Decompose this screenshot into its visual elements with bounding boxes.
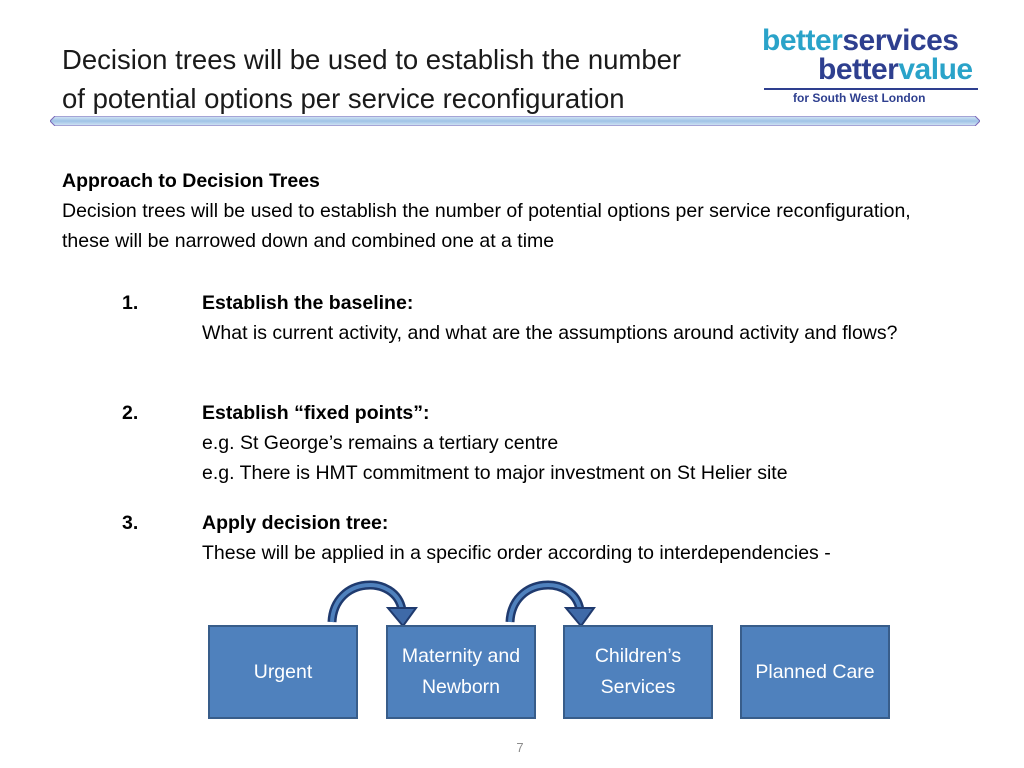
step-content [202, 288, 962, 348]
better-services-better-value-logo [762, 24, 984, 114]
logo-word-better-2: better [818, 53, 899, 86]
service-box-childrens-services: Children’s Services [563, 625, 713, 719]
logo-word-services: services [842, 24, 959, 57]
service-box-maternity-newborn: Maternity and Newborn [386, 625, 536, 719]
logo-word-value: value [898, 53, 973, 86]
step-line: What is current activity, and what are the assumptions around activity and flows? [202, 322, 898, 344]
logo-word-better: better [762, 24, 843, 57]
service-box-urgent: Urgent [208, 625, 358, 719]
curved-arrow-icon [332, 585, 416, 626]
service-order-diagram [0, 570, 1024, 730]
intro-section [62, 166, 962, 256]
step-content [202, 398, 962, 488]
step-line: e.g. St George’s remains a tertiary centre [202, 432, 559, 454]
step-label: Apply decision tree: [202, 512, 389, 534]
step-number: 2. [122, 402, 139, 424]
intro-body: Decision trees will be used to establish the number of potential options per service reconfiguration, these will be narrowed down and combined one at a time [62, 200, 911, 252]
slide-title [62, 40, 782, 118]
title-divider [50, 116, 980, 126]
step-content [202, 508, 962, 568]
step-line: These will be applied in a specific order according to interdependencies - [202, 542, 831, 564]
step-label: Establish the baseline: [202, 292, 414, 314]
step-label: Establish “fixed points”: [202, 402, 430, 424]
logo-rule [764, 88, 978, 90]
slide-title-line-2: of potential options per service reconfiguration [62, 83, 625, 114]
step-line: e.g. There is HMT commitment to major investment on St Helier site [202, 462, 788, 484]
curved-arrow-icon [510, 585, 594, 626]
slide-title-line-1: Decision trees will be used to establish the number [62, 44, 682, 75]
page-number: 7 [516, 740, 524, 755]
step-number: 3. [122, 512, 139, 534]
logo-tagline: for South West London [793, 91, 926, 105]
logo-line-2 [818, 53, 973, 87]
step-number: 1. [122, 292, 139, 314]
intro-heading: Approach to Decision Trees [62, 170, 320, 192]
service-box-planned-care: Planned Care [740, 625, 890, 719]
